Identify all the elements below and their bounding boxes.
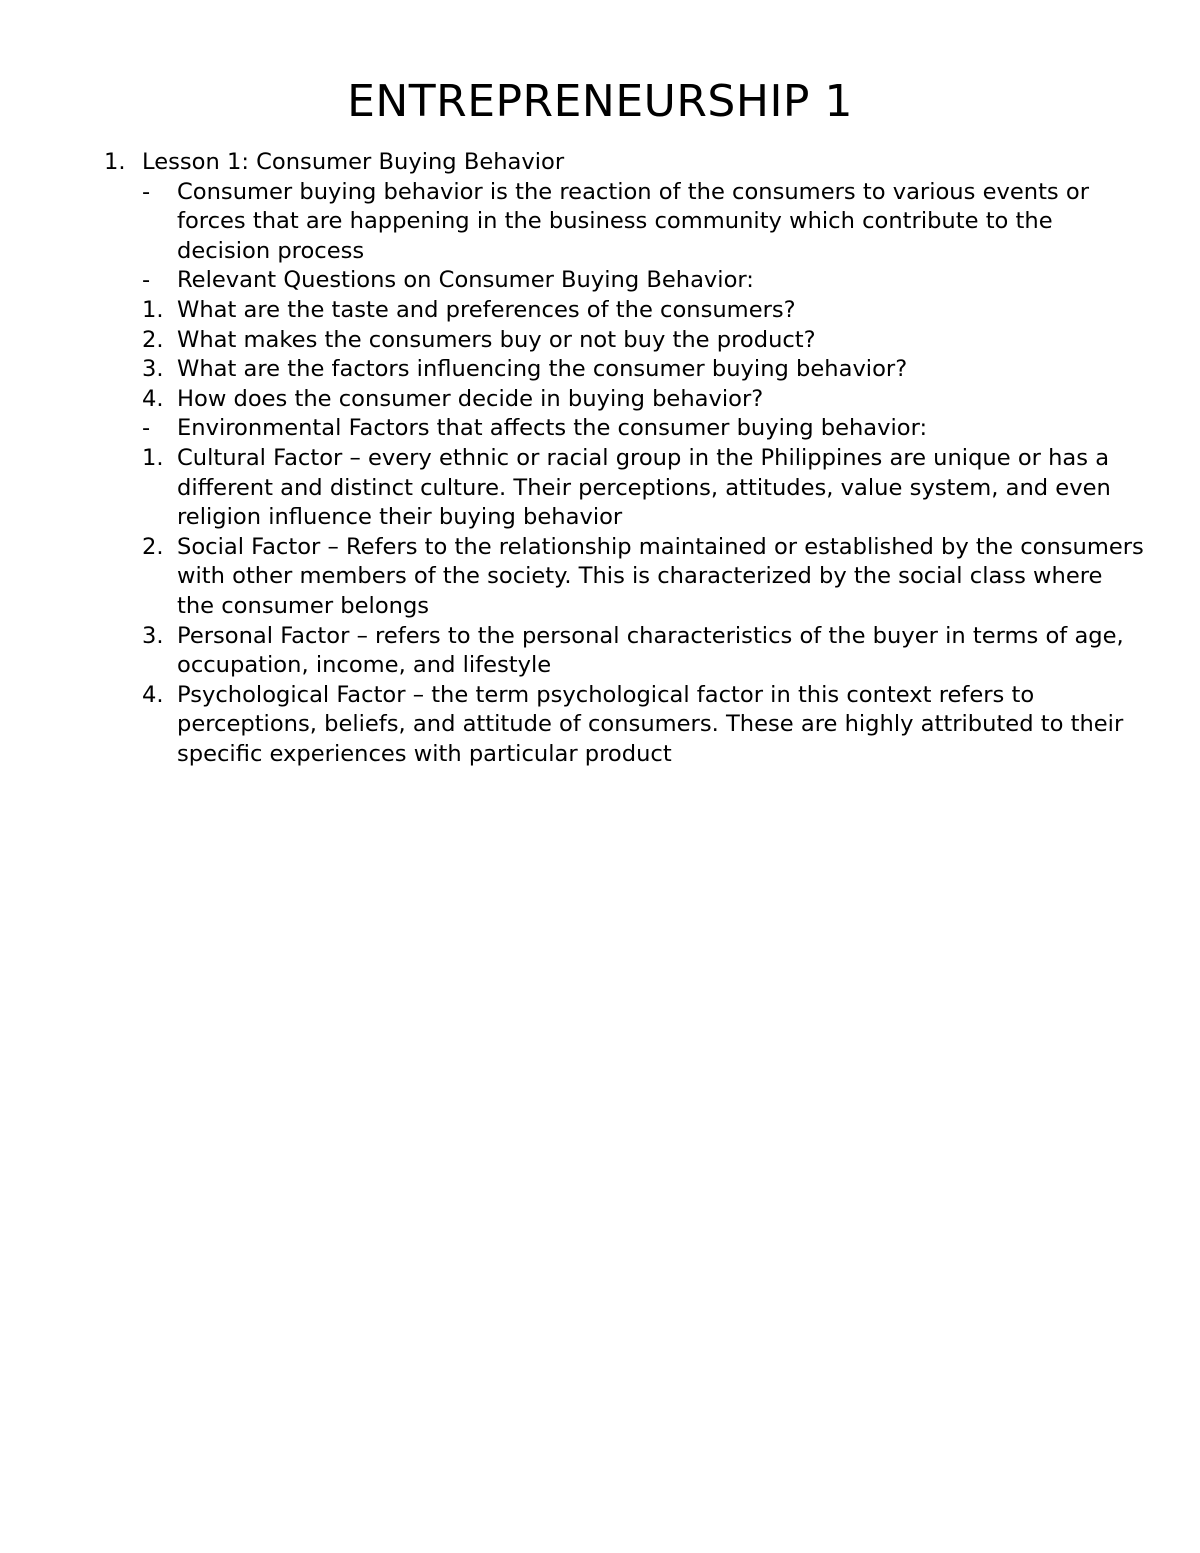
document-title: ENTREPRENEURSHIP 1 [347,76,853,127]
document-body [104,148,1144,769]
list-number: 3. [142,356,164,383]
bullet-dash: - [142,267,151,294]
list-number: 4. [142,681,164,708]
bullet-item [104,266,1144,296]
question-text: How does the consumer decide in buying behavior? [177,385,764,412]
lesson-heading [104,148,1144,178]
list-number: 2. [142,533,164,560]
bullet-text: Environmental Factors that affects the consumer buying behavior: [177,415,928,442]
question-item [104,296,1144,326]
factor-text: Cultural Factor – every ethnic or racial group in the Philippines are unique or has a different and distinct culture. Their perceptions, attitudes, value system, and even religion influence their buying behavior [177,444,1111,531]
list-number: 1. [104,149,126,175]
bullet-dash: - [142,178,151,205]
question-item [104,355,1144,385]
list-number: 3. [142,622,164,649]
factor-item [104,533,1144,622]
factor-text: Social Factor – Refers to the relationship maintained or established by the consumers with other members of the society. This is characterized by the social class where the consumer belongs [177,533,1144,619]
question-item [104,326,1144,356]
question-text: What are the factors influencing the consumer buying behavior? [177,356,908,383]
question-item [104,385,1144,415]
factor-item [104,622,1144,681]
bullet-dash: - [142,415,151,442]
list-number: 4. [142,385,164,412]
bullet-text: Consumer buying behavior is the reaction of the consumers to various events or forces that are happening in the business community which contribute to the decision process [177,178,1089,264]
factor-item [104,681,1144,770]
factor-text: Psychological Factor – the term psychological factor in this context refers to perceptions, beliefs, and attitude of consumers. These are highly attributed to their specific experiences with particular product [177,681,1124,767]
question-text: What makes the consumers buy or not buy the product? [177,326,816,353]
bullet-item [104,178,1144,267]
bullet-text: Relevant Questions on Consumer Buying Behavior: [177,267,754,294]
list-number: 1. [142,296,164,323]
factor-text: Personal Factor – refers to the personal characteristics of the buyer in terms of age, occupation, income, and lifestyle [177,622,1124,679]
question-text: What are the taste and preferences of the consumers? [177,296,796,323]
list-number: 2. [142,326,164,353]
factor-item [104,444,1144,533]
bullet-item [104,414,1144,444]
lesson-title: Lesson 1: Consumer Buying Behavior [142,149,565,175]
list-number: 1. [142,444,164,471]
